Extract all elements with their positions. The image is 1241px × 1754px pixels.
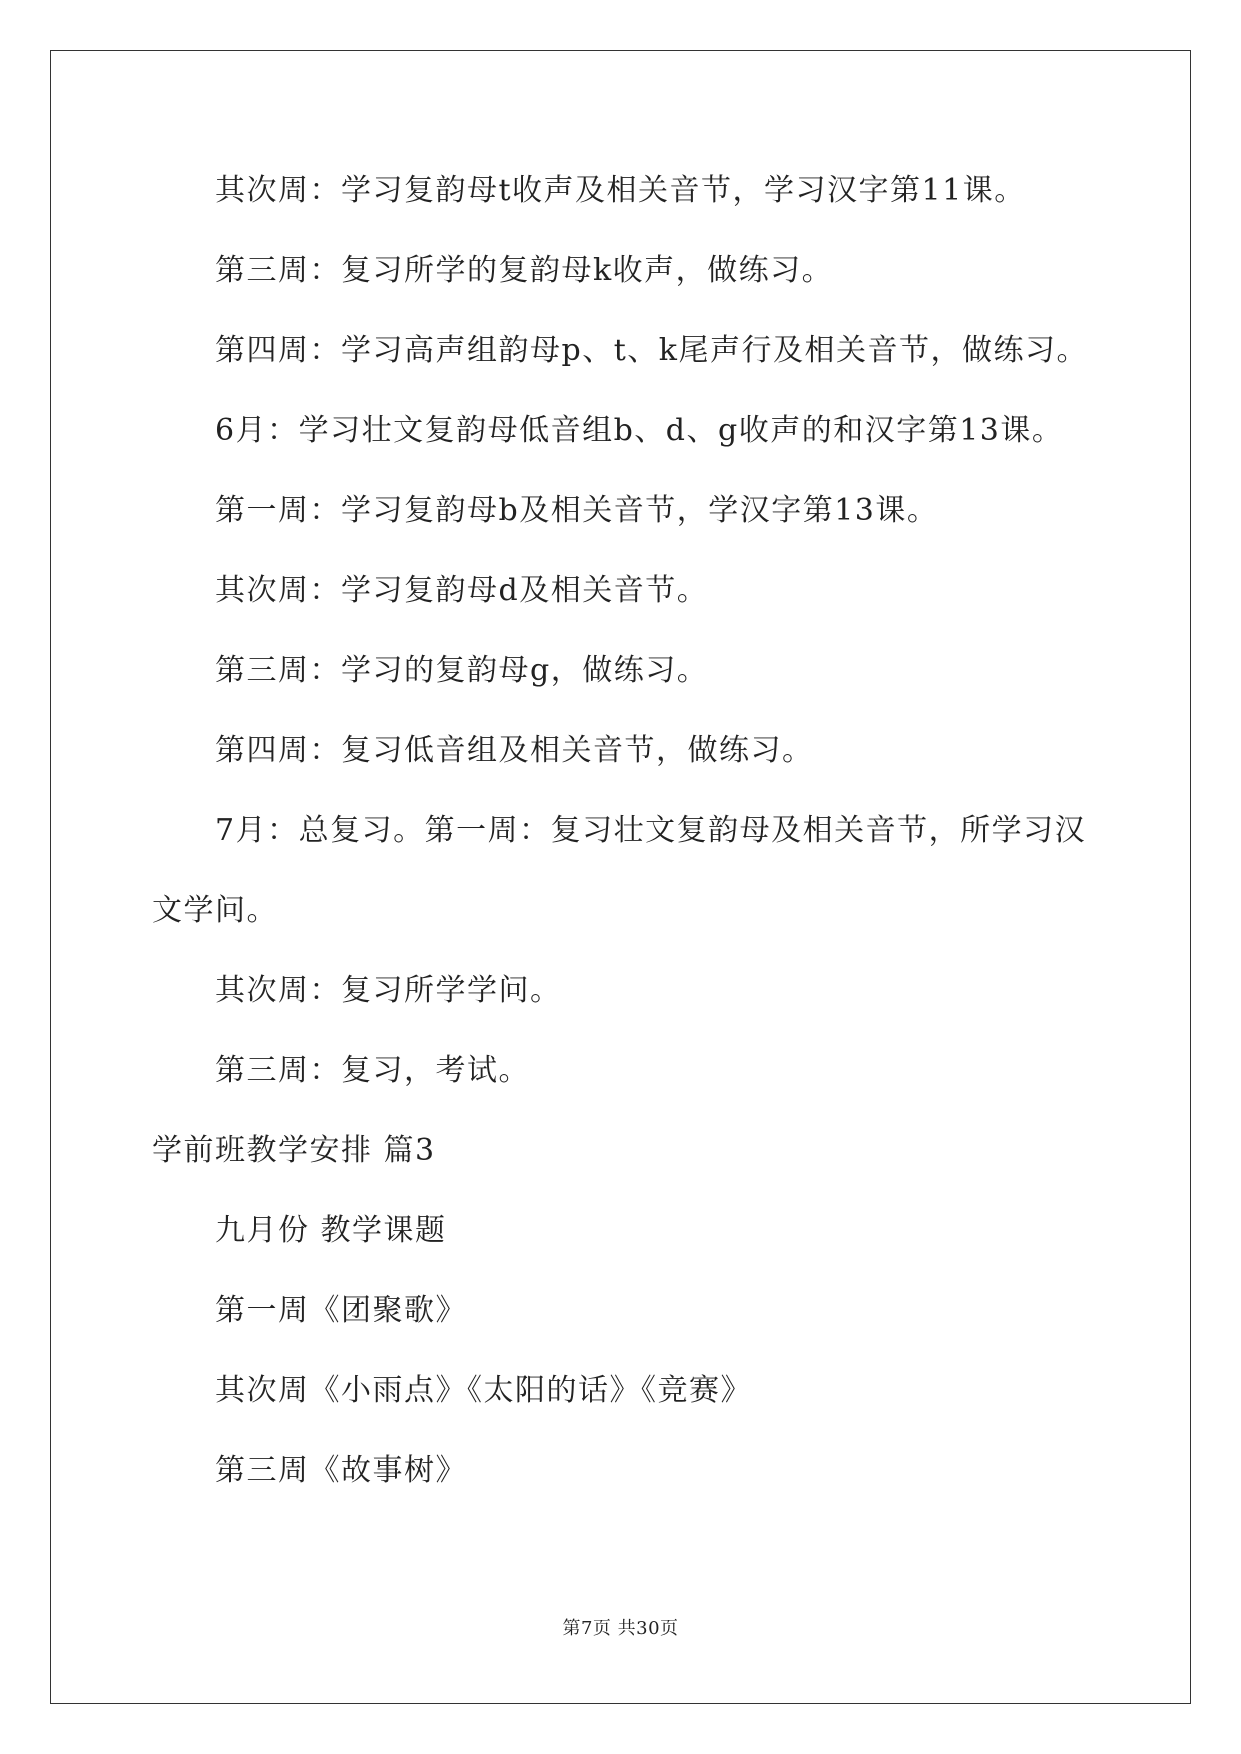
paragraph-line: 其次周：复习所学学问。 [215,973,562,1008]
paragraph-line: 6月：学习壮文复韵母低音组b、d、g收声的和汉字第13课。 [215,413,1064,448]
section-heading: 学前班教学安排 篇3 [152,1133,436,1168]
paragraph-line: 第三周：复习所学的复韵母k收声，做练习。 [215,253,834,288]
paragraph-line: 第三周：学习的复韵母g，做练习。 [215,653,709,688]
page-number-footer: 第7页 共30页 [562,1618,679,1639]
paragraph-line: 第三周：复习，考试。 [215,1053,530,1088]
paragraph-line: 九月份 教学课题 [215,1213,447,1248]
paragraph-line: 第三周《故事树》 [215,1453,467,1488]
paragraph-line: 其次周：学习复韵母d及相关音节。 [215,573,709,608]
paragraph-line: 其次周：学习复韵母t收声及相关音节，学习汉字第11课。 [215,173,1026,208]
paragraph-line: 第四周：复习低音组及相关音节，做练习。 [215,733,814,768]
paragraph-line: 文学问。 [152,893,278,928]
paragraph-line: 其次周《小雨点》《太阳的话》《竞赛》 [215,1373,752,1408]
paragraph-line: 第一周《团聚歌》 [215,1293,467,1328]
paragraph-line: 第一周：学习复韵母b及相关音节，学汉字第13课。 [215,493,939,528]
paragraph-line: 第四周：学习高声组韵母p、t、k尾声行及相关音节，做练习。 [215,333,1088,368]
paragraph-line: 7月：总复习。第一周：复习壮文复韵母及相关音节，所学习汉 [215,813,1087,848]
